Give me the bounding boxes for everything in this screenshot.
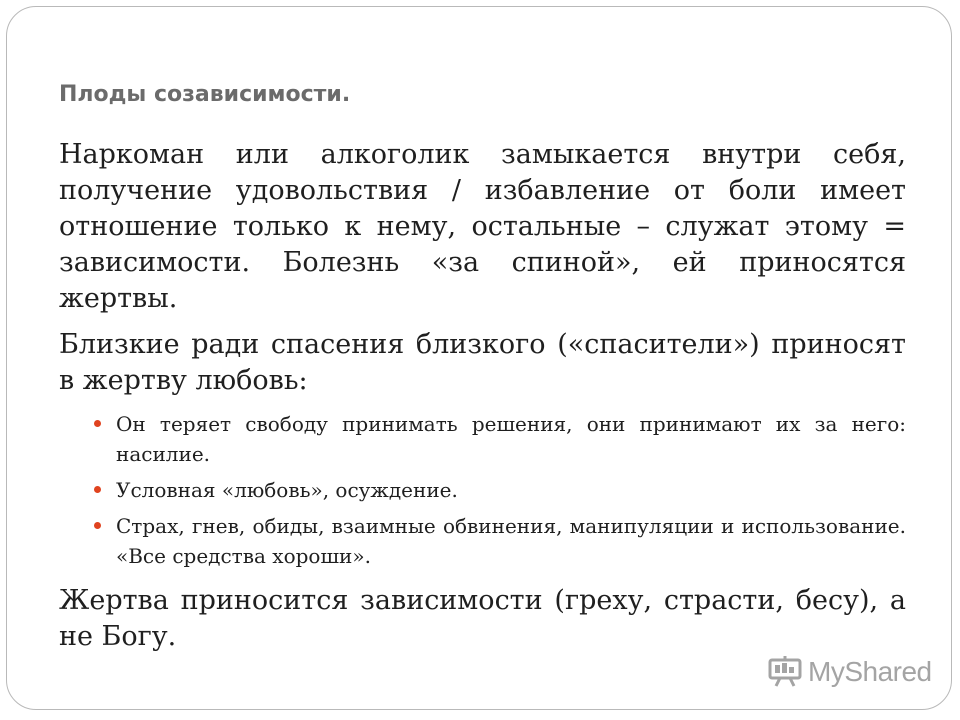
bullet-dot-icon (94, 420, 101, 427)
bullet-text: Он теряет свободу принимать решения, они принимают их за него: насилие. (116, 412, 906, 466)
watermark-logo (768, 652, 932, 692)
presentation-screen-icon (768, 656, 802, 688)
list-item (116, 475, 906, 505)
slide-body (59, 137, 906, 655)
bullet-dot-icon (94, 486, 101, 493)
slide-title: Плоды созависимости. (59, 82, 351, 107)
list-item (116, 511, 906, 571)
paragraph-3: Жертва приносится зависимости (греху, страсти, бесу), а не Богу. (59, 585, 906, 652)
slide-frame (6, 6, 952, 710)
paragraph-1: Наркоман или алкоголик замыкается внутри себя, получение удовольствия / избавление от боли имеет отношение только к нему, остальные – служат этому = зависимости. Болезнь «за спиной», ей приносятся жертвы. (59, 139, 906, 314)
watermark-text: MyShared (808, 656, 932, 687)
bullet-text: Страх, гнев, обиды, взаимные обвинения, манипуляции и использование. «Все средства хороши». (116, 514, 906, 568)
bullet-dot-icon (94, 522, 101, 529)
bullet-text: Условная «любовь», осуждение. (116, 478, 458, 502)
list-item (116, 409, 906, 469)
paragraph-2: Близкие ради спасения близкого («спасители») приносят в жертву любовь: (59, 329, 906, 396)
bullet-list (59, 409, 906, 571)
